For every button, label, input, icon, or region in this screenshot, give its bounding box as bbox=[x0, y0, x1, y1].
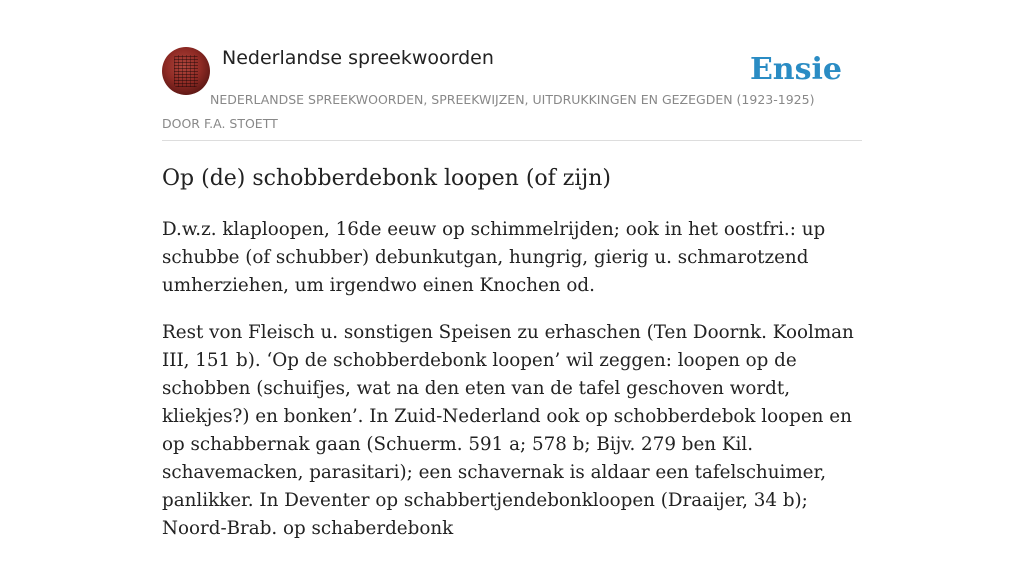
entry-body bbox=[162, 216, 862, 562]
entry-title: Op (de) schobberdebonk loopen (of zijn) bbox=[162, 166, 611, 191]
entry-paragraph: D.w.z. klaploopen, 16de eeuw op schimmelrijden; ook in het oostfri.: up schubbe (of schubber) debunkutgan, hungrig, gierig u. schmarotzend umherziehen, um irgendwo einen Knochen od. bbox=[162, 219, 826, 296]
ensie-logo-link[interactable]: Ensie bbox=[749, 52, 842, 87]
site-title-link[interactable]: Nederlandse spreekwoorden bbox=[222, 47, 494, 69]
entry-paragraph: Rest von Fleisch u. sonstigen Speisen zu erhaschen (Ten Doornk. Koolman III, 151 b). ‘Op de schobberdebonk loopen’ wil zeggen: loopen op de schobben (schuifjes, wat na den eten van de tafel geschoven wordt, kliekjes?) en bonken’. In Zuid-Nederland ook op schobberdebok loopen en op schabbernak gaan (Schuerm. 591 a; 578 b; Bijv. 279 ben Kil. schavemacken, parasitari); een schavernak is aldaar een tafelschuimer, panlikker. In Deventer op schabbertjendebonkloopen (Draaijer, 34 b); Noord-Brab. op schaberdebonk bbox=[162, 322, 854, 539]
source-subtitle: NEDERLANDSE SPREEKWOORDEN, SPREEKWIJZEN, UITDRUKKINGEN EN GEZEGDEN (1923-1925) bbox=[210, 92, 815, 107]
author-byline: DOOR F.A. STOETT bbox=[162, 116, 278, 131]
site-header bbox=[162, 46, 862, 141]
book-cover-avatar[interactable] bbox=[162, 47, 210, 95]
